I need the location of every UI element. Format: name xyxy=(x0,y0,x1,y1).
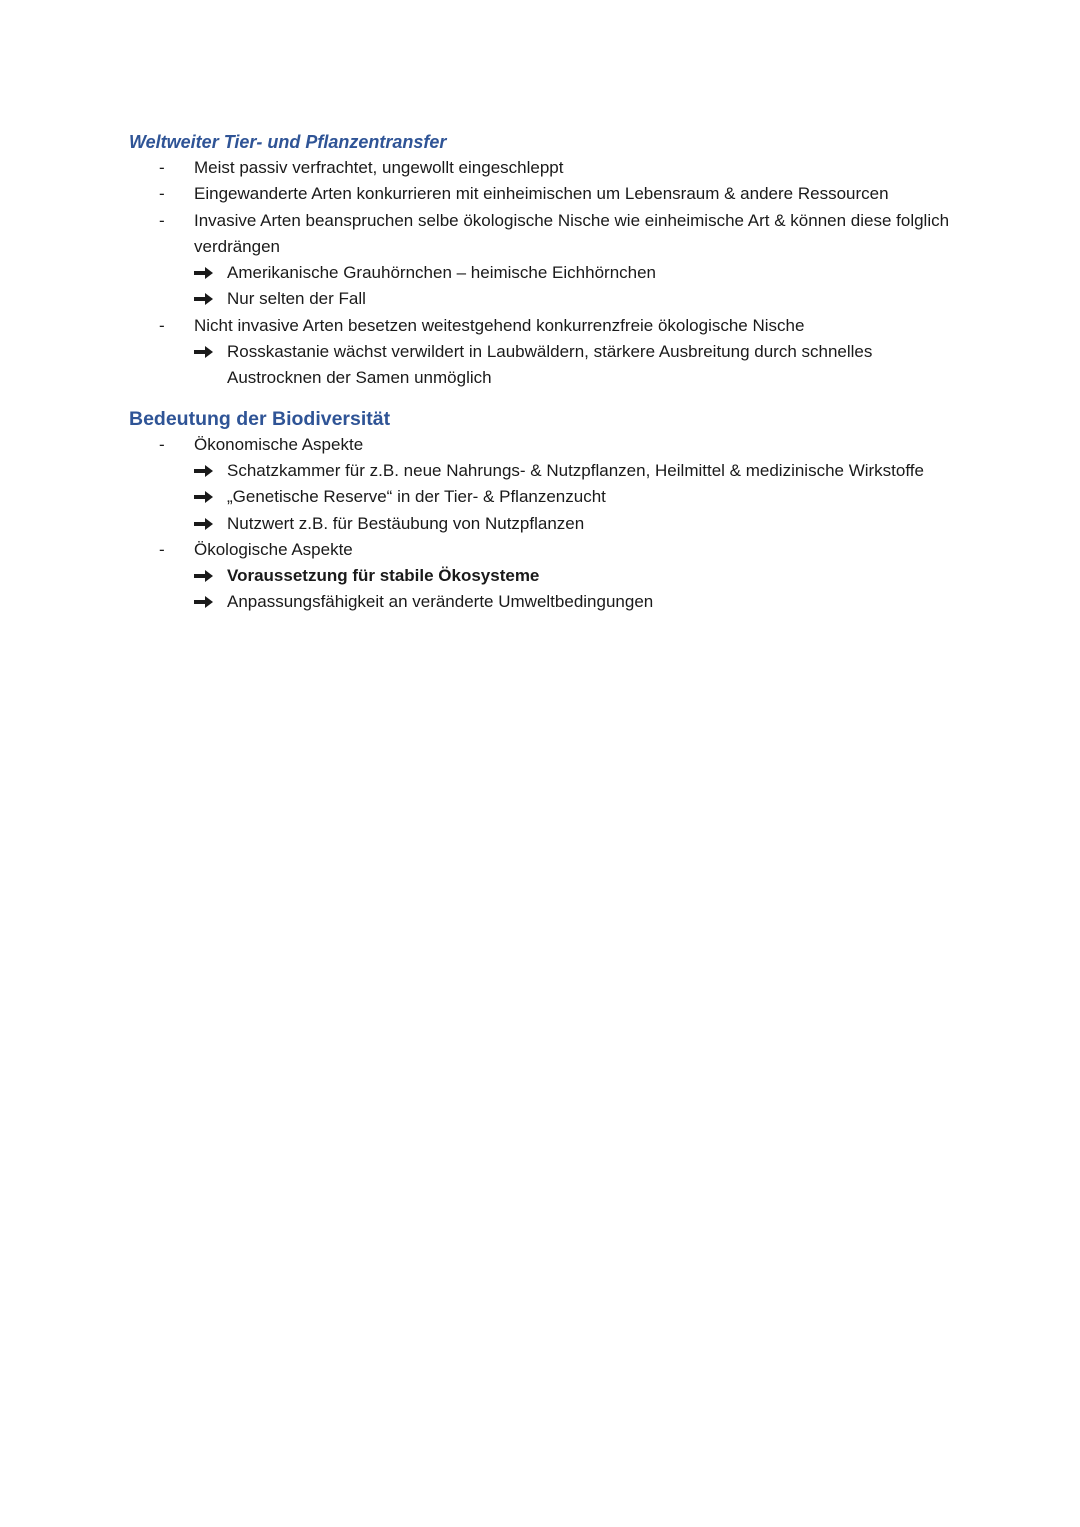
sub-list-item xyxy=(194,260,959,286)
sub-list-item xyxy=(194,458,959,484)
sub-list xyxy=(194,563,959,616)
bullet-list-transfer xyxy=(129,155,959,392)
arrow-right-icon xyxy=(194,569,214,583)
arrow-right-icon xyxy=(194,292,214,306)
sub-list-item-text: Nutzwert z.B. für Bestäubung von Nutzpflanzen xyxy=(227,513,585,533)
arrow-right-icon xyxy=(194,464,214,478)
dash-bullet: - xyxy=(159,158,165,177)
page-content xyxy=(129,129,959,616)
list-item xyxy=(129,432,959,537)
arrow-right-icon xyxy=(194,266,214,280)
arrow-right-icon xyxy=(194,345,214,359)
arrow-right-icon xyxy=(194,595,214,609)
list-item-text: Invasive Arten beanspruchen selbe ökologische Nische wie einheimische Art & können diese folglich verdrängen xyxy=(194,210,950,256)
sub-list-item-text: Nur selten der Fall xyxy=(227,289,366,309)
section-heading-biodiversity: Bedeutung der Biodiversität xyxy=(129,407,391,430)
arrow-right-icon xyxy=(194,517,214,531)
sub-list-item xyxy=(194,511,959,537)
list-item xyxy=(129,537,959,616)
list-item-text: Meist passiv verfrachtet, ungewollt eingeschleppt xyxy=(194,158,564,177)
sub-list-item-text: Voraussetzung für stabile Ökosysteme xyxy=(227,566,540,586)
sub-list-item-text: Rosskastanie wächst verwildert in Laubwäldern, stärkere Ausbreitung durch schnelles Austrocknen der Samen unmöglich xyxy=(227,342,873,388)
sub-list xyxy=(194,339,959,392)
list-item-text: Ökologische Aspekte xyxy=(194,539,353,559)
dash-bullet: - xyxy=(159,210,165,230)
sub-list-item-text: Anpassungsfähigkeit an veränderte Umweltbedingungen xyxy=(227,592,654,612)
sub-list-item xyxy=(194,286,959,312)
dash-bullet: - xyxy=(159,434,165,454)
sub-list xyxy=(194,260,959,313)
list-item xyxy=(129,313,959,392)
list-item xyxy=(129,208,959,313)
list-item-text: Ökonomische Aspekte xyxy=(194,434,364,454)
sub-list-item-text: Amerikanische Grauhörnchen – heimische Eichhörnchen xyxy=(227,263,657,283)
sub-list xyxy=(194,458,959,537)
list-item xyxy=(129,155,959,181)
sub-list-item xyxy=(194,484,959,510)
dash-bullet: - xyxy=(159,539,165,559)
sub-list-item-text: „Genetische Reserve“ in der Tier- & Pflanzenzucht xyxy=(227,487,606,507)
sub-list-item-text: Schatzkammer für z.B. neue Nahrungs- & Nutzpflanzen, Heilmittel & medizinische Wirkstoffe xyxy=(227,460,924,480)
arrow-right-icon xyxy=(194,490,214,504)
sub-list-item xyxy=(194,563,959,589)
bullet-list-biodiversity xyxy=(129,432,959,616)
section-heading-transfer: Weltweiter Tier- und Pflanzentransfer xyxy=(129,132,447,152)
list-item-text: Nicht invasive Arten besetzen weitestgehend konkurrenzfreie ökologische Nische xyxy=(194,315,805,335)
list-item-text: Eingewanderte Arten konkurrieren mit einheimischen um Lebensraum & andere Ressourcen xyxy=(194,184,889,204)
dash-bullet: - xyxy=(159,184,165,204)
sub-list-item xyxy=(194,339,959,392)
sub-list-item xyxy=(194,589,959,615)
list-item xyxy=(129,181,959,207)
dash-bullet: - xyxy=(159,315,165,335)
